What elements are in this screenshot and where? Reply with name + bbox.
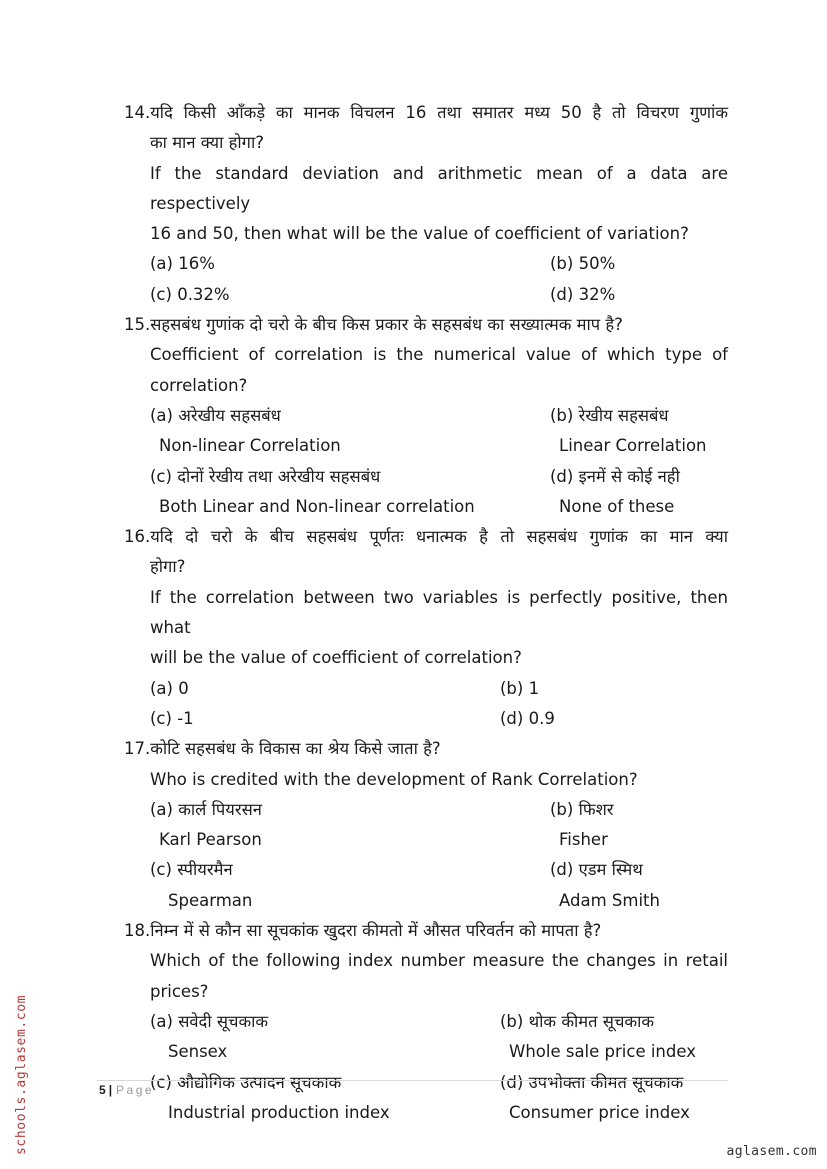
- question-15: [124, 310, 728, 522]
- option-b-english: Linear Correlation: [559, 436, 707, 456]
- option-b-english: Whole sale price index: [509, 1042, 696, 1062]
- question-18: [124, 916, 728, 1128]
- option-b-english: Fisher: [559, 830, 608, 850]
- option-row: [124, 431, 728, 461]
- option-c: (c) औद्योगिक उत्पादन सूचकाक: [150, 1072, 342, 1092]
- option-d: (d) 0.9: [500, 708, 555, 728]
- question-hindi-line: 18.निम्न में से कौन सा सूचकांक खुदरा कीमतो में औसत परिवर्तन को मापता है?: [124, 921, 602, 941]
- question-english-line: If the correlation between two variables is perfectly positive, then what: [150, 587, 728, 638]
- option-b: (b) रेखीय सहसबंध: [550, 405, 669, 425]
- option-row: [124, 886, 728, 916]
- question-english-line: 16 and 50, then what will be the value of coefficient of variation?: [150, 224, 689, 244]
- option-row: [124, 462, 728, 492]
- question-english-line: Who is credited with the development of Rank Correlation?: [150, 769, 638, 789]
- footer-divider: [97, 1080, 728, 1081]
- question-14: [124, 98, 728, 310]
- question-hindi-line: 14.यदि किसी आँकड़े का मानक विचलन 16 तथा समातर मध्य 50 है तो विचरण गुणांक: [124, 103, 728, 122]
- option-c: (c) स्पीयरमैन: [150, 860, 233, 880]
- question-list: [124, 98, 728, 1128]
- option-d-english: Adam Smith: [559, 890, 660, 910]
- option-row: [124, 492, 728, 522]
- option-row: [124, 1068, 728, 1098]
- option-b: (b) फिशर: [550, 799, 614, 819]
- question-english-line: If the standard deviation and arithmetic mean of a data are respectively: [150, 163, 728, 213]
- option-d: (d) 32%: [550, 284, 616, 304]
- option-row: [124, 1007, 728, 1037]
- page-number: 5: [99, 1083, 106, 1097]
- question-hindi-line: होगा?: [150, 557, 186, 577]
- option-row: [124, 1098, 728, 1128]
- option-row: [124, 795, 728, 825]
- option-a-english: Karl Pearson: [159, 830, 262, 850]
- question-hindi-line: 16.यदि दो चरो के बीच सहसबंध पूर्णतः धनात्मक है तो सहसबंध गुणांक का मान क्या: [124, 527, 728, 547]
- option-b: (b) 50%: [550, 254, 616, 274]
- option-c: (c) -1: [150, 708, 194, 728]
- question-hindi-line: 17.कोटि सहसबंध के विकास का श्रेय किसे जाता है?: [124, 739, 441, 759]
- option-d: (d) एडम स्मिथ: [550, 860, 643, 880]
- question-english-line: Coefficient of correlation is the numerical value of which type of: [150, 345, 728, 365]
- page-footer: [99, 1083, 154, 1097]
- option-c: (c) दोनों रेखीय तथा अरेखीय सहसबंध: [150, 466, 381, 486]
- option-row: [124, 855, 728, 885]
- bottom-watermark: aglasem.com: [726, 1144, 817, 1159]
- option-d-english: Consumer price index: [509, 1102, 690, 1122]
- option-row: [124, 249, 728, 279]
- option-row: [124, 1037, 728, 1067]
- option-c-english: Both Linear and Non-linear correlation: [159, 496, 475, 516]
- option-row: [124, 825, 728, 855]
- question-17: [124, 734, 728, 916]
- option-row: [124, 704, 728, 734]
- option-c: (c) 0.32%: [150, 284, 230, 304]
- option-a: (a) 0: [150, 678, 189, 698]
- option-a-english: Sensex: [168, 1042, 228, 1062]
- page-separator: |: [108, 1083, 113, 1097]
- option-c-english: Spearman: [168, 890, 253, 910]
- question-16: [124, 522, 728, 734]
- option-row: [124, 674, 728, 704]
- option-row: [124, 280, 728, 310]
- option-a: (a) 16%: [150, 254, 215, 274]
- page-label: Page: [116, 1083, 155, 1097]
- question-english-line: Which of the following index number measure the changes in retail: [150, 951, 728, 971]
- option-b: (b) 1: [500, 678, 540, 698]
- option-d: (d) उपभोक्ता कीमत सूचकाक: [500, 1072, 684, 1092]
- question-english-line: will be the value of coefficient of correlation?: [150, 648, 522, 668]
- option-a: (a) सवेदी सूचकाक: [150, 1011, 269, 1031]
- option-d: (d) इनमें से कोई नही: [550, 466, 680, 486]
- option-a: (a) अरेखीय सहसबंध: [150, 405, 281, 425]
- option-row: [124, 401, 728, 431]
- option-a: (a) कार्ल पियरसन: [150, 799, 262, 819]
- question-english-line: correlation?: [150, 375, 248, 395]
- side-watermark: schools.aglasem.com: [14, 994, 29, 1155]
- option-d-english: None of these: [559, 496, 675, 516]
- option-c-english: Industrial production index: [168, 1102, 390, 1122]
- question-hindi-line: 15.सहसबंध गुणांक दो चरो के बीच किस प्रकार के सहसबंध का सख्यात्मक माप है?: [124, 315, 623, 335]
- question-english-line: prices?: [150, 981, 209, 1001]
- option-b: (b) थोक कीमत सूचकाक: [500, 1011, 655, 1031]
- question-hindi-line: का मान क्या होगा?: [150, 133, 265, 153]
- option-a-english: Non-linear Correlation: [159, 436, 341, 456]
